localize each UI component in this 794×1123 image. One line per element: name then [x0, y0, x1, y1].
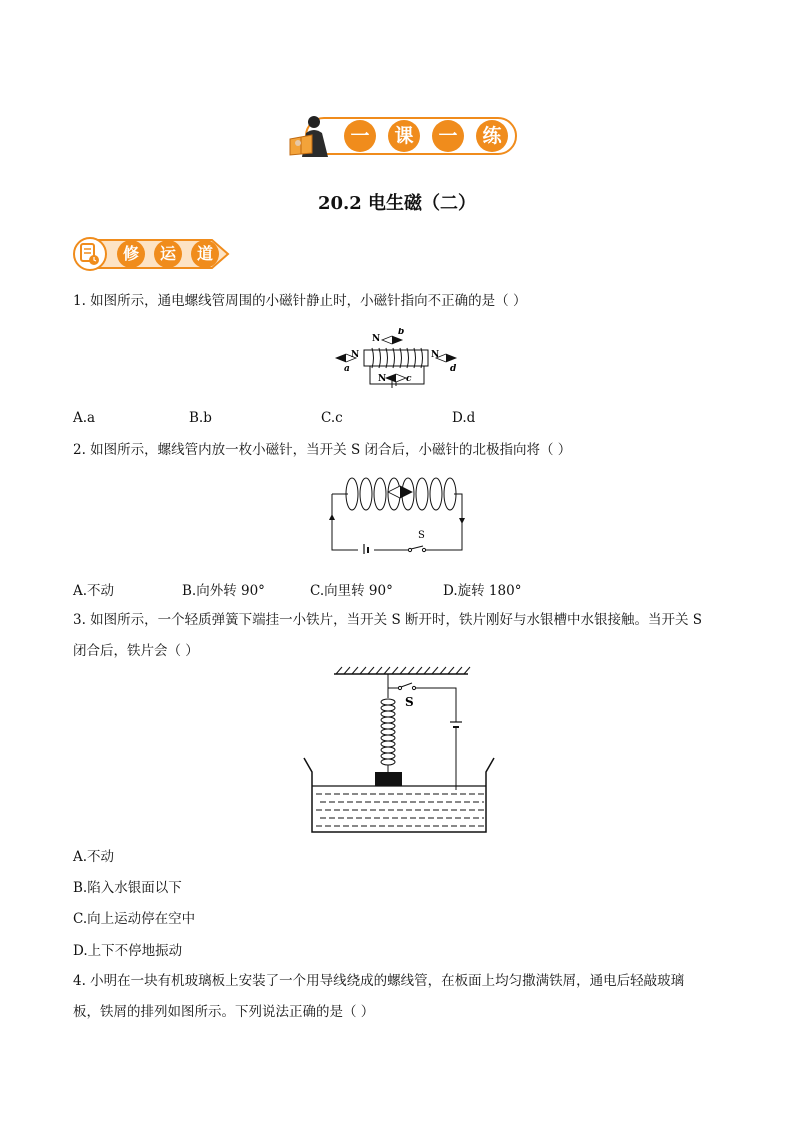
- banner-char-3: 一: [432, 120, 464, 152]
- q2-option-c: C.向里转 90°: [310, 583, 393, 599]
- header-banner: [276, 113, 520, 159]
- page-title: 20.2 电生磁（二）: [317, 193, 477, 214]
- q1-label-n-bottom: N: [378, 374, 387, 384]
- question-4-line-2: 板，铁屑的排列如图所示。下列说法正确的是（ ）: [73, 1004, 375, 1020]
- question-4-line-1: 4. 小明在一块有机玻璃板上安装了一个用导线绕成的螺线管，在板面上均匀撒满铁屑，通电后轻敲玻璃: [73, 973, 685, 989]
- q2-option-d: D.旋转 180°: [443, 583, 522, 599]
- q3-switch-label: S: [405, 695, 414, 709]
- question-1-text: 1. 如图所示，通电螺线管周围的小磁针静止时，小磁针指向不正确的是（ ）: [73, 293, 527, 309]
- q1-label-d: d: [450, 364, 457, 374]
- clipboard-clock-icon: [74, 238, 106, 270]
- q1-solenoid-diagram: [332, 328, 462, 388]
- q1-label-n-right: N: [431, 350, 440, 360]
- q1-option-b: B.b: [189, 410, 212, 426]
- section-char-1: 修: [117, 240, 145, 268]
- q1-label-b: b: [398, 328, 405, 337]
- question-2-text: 2. 如图所示，螺线管内放一枚小磁针，当开关 S 闭合后，小磁针的北极指向将（ ）: [73, 442, 572, 458]
- q2-option-a: A.不动: [73, 583, 115, 599]
- banner-char-4: 练: [476, 120, 508, 152]
- q2-option-b: B.向外转 90°: [182, 583, 265, 599]
- section-char-2: 运: [154, 240, 182, 268]
- q1-label-n-left: N: [351, 350, 360, 360]
- q1-label-n-top: N: [372, 334, 381, 344]
- q2-switch-label: S: [418, 530, 425, 541]
- q3-option-d: D.上下不停地振动: [73, 943, 183, 959]
- q2-coil-circuit-diagram: [326, 472, 466, 554]
- banner-char-1: 一: [344, 120, 376, 152]
- q1-option-d: D.d: [452, 410, 476, 426]
- q1-label-a: a: [344, 364, 350, 374]
- question-3-line-1: 3. 如图所示，一个轻质弹簧下端挂一小铁片，当开关 S 断开时，铁片刚好与水银槽中水银接触。当开关 S: [73, 612, 703, 628]
- q1-option-c: C.c: [321, 410, 343, 426]
- q3-option-c: C.向上运动停在空中: [73, 911, 196, 927]
- banner-char-2: 课: [388, 120, 420, 152]
- q3-spring-mercury-diagram: [298, 664, 498, 836]
- section-char-3: 道: [191, 240, 219, 268]
- q3-option-a: A.不动: [73, 849, 115, 865]
- question-3-line-2: 闭合后，铁片会（ ）: [73, 643, 199, 659]
- section-header: [72, 236, 232, 272]
- q3-option-b: B.陷入水银面以下: [73, 880, 182, 896]
- q1-option-a: A.a: [73, 410, 96, 426]
- q1-label-c: c: [406, 374, 412, 384]
